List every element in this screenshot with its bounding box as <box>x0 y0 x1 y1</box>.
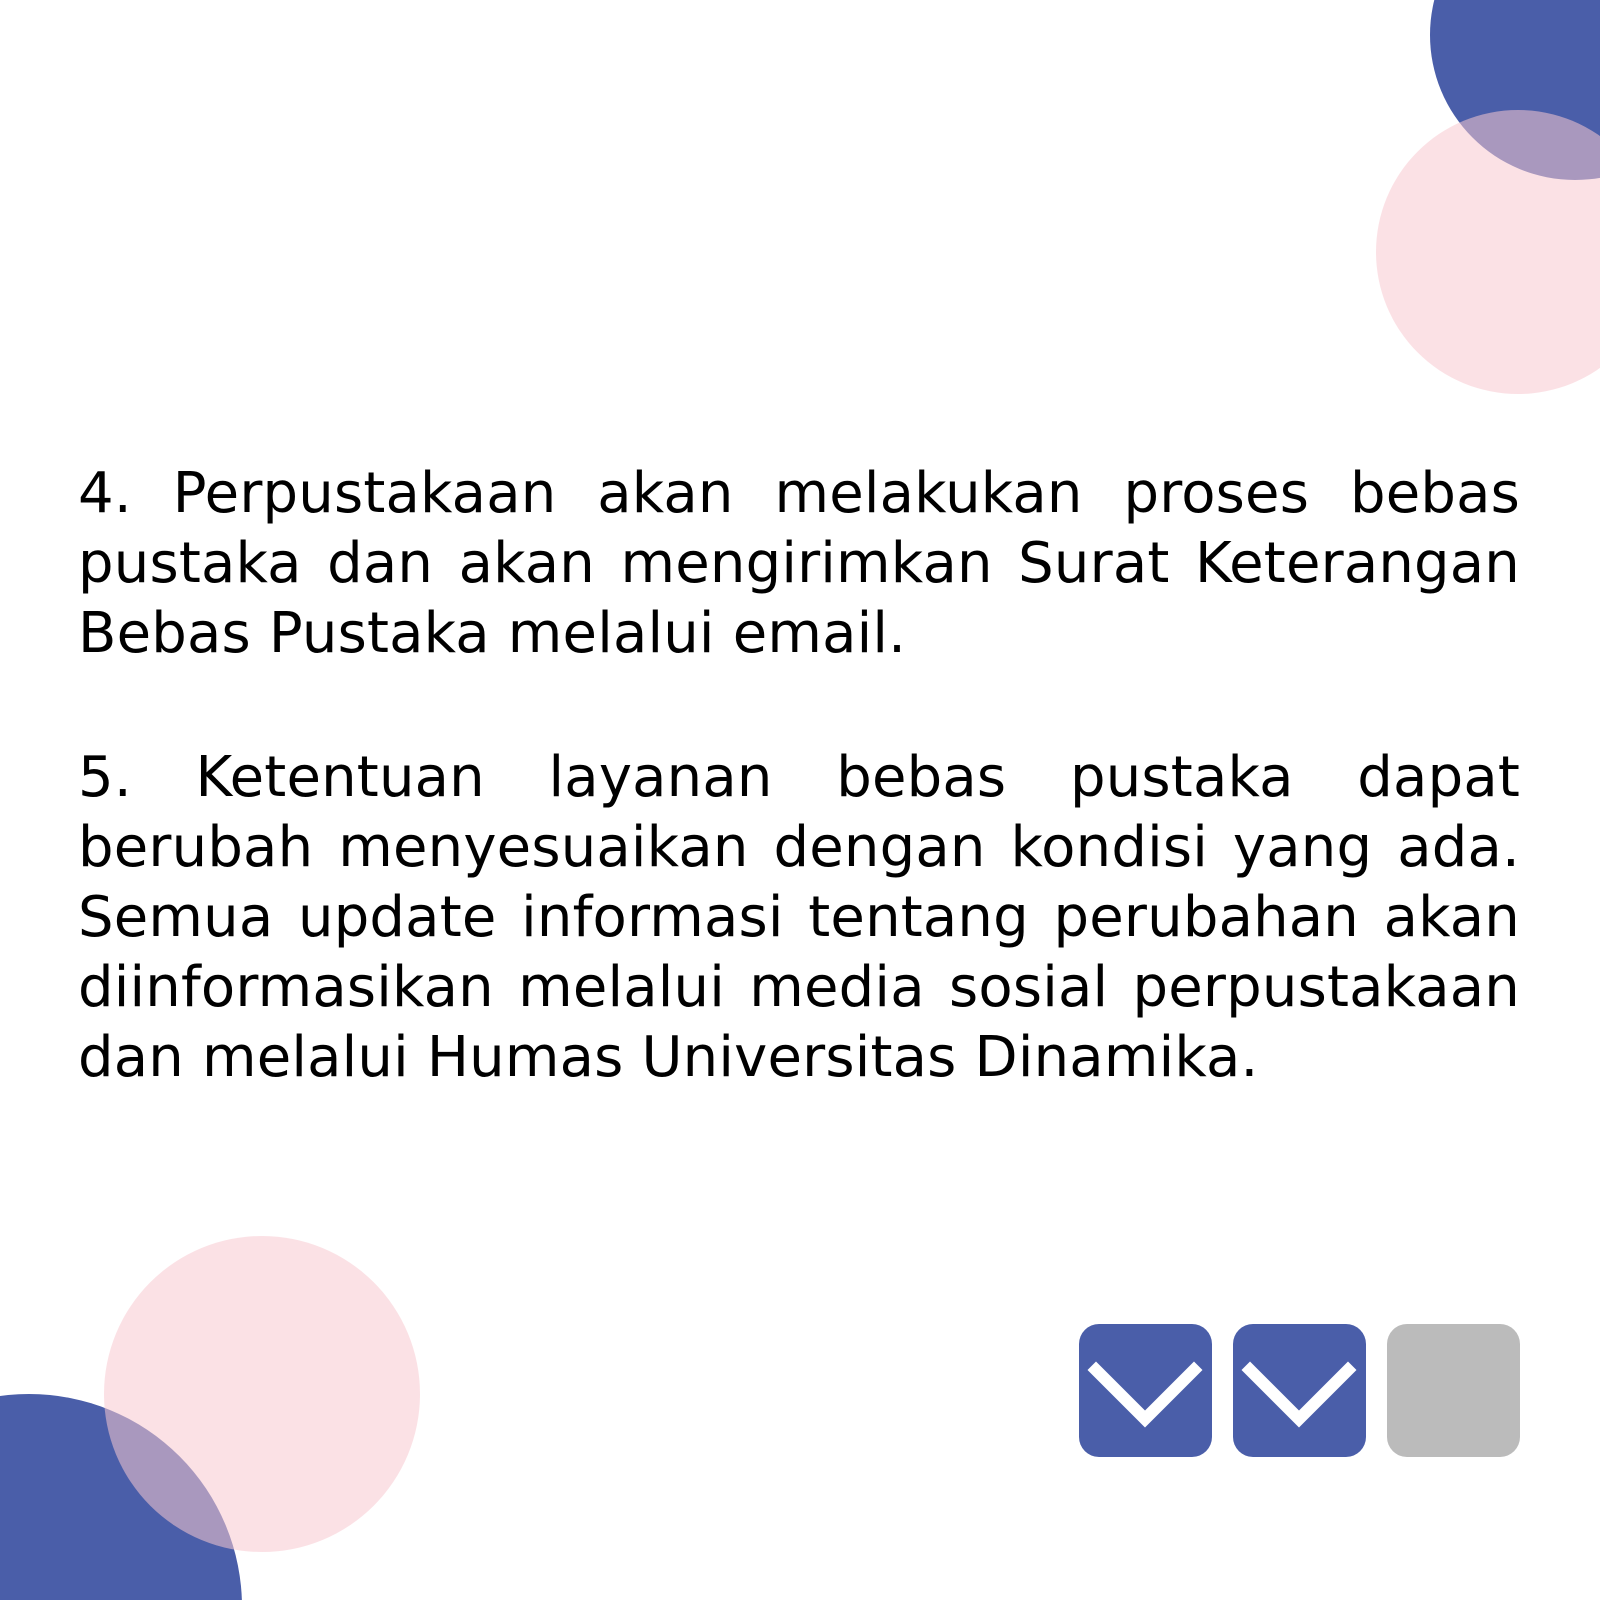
progress-checklist <box>1079 1324 1520 1457</box>
check-icon <box>1233 1324 1366 1457</box>
empty-box-3 <box>1387 1324 1520 1457</box>
decorative-circle-top-right-pink <box>1376 110 1600 394</box>
paragraph-item-5: 5. Ketentuan layanan bebas pustaka dapat berubah menyesuaikan dengan kondisi yang ada. Semua update informasi tentang perubahan akan diinformasikan melalui media sosial perpustakaan dan melalui Humas Universitas Dinamika. <box>78 745 1520 1090</box>
check-icon <box>1079 1324 1212 1457</box>
paragraph-item-4: 4. Perpustakaan akan melakukan proses bebas pustaka dan akan mengirimkan Surat Keterangan Bebas Pustaka melalui email. <box>78 461 1520 666</box>
checked-box-1 <box>1079 1324 1212 1457</box>
decorative-circle-bottom-left-pink <box>104 1236 420 1552</box>
checked-box-2 <box>1233 1324 1366 1457</box>
